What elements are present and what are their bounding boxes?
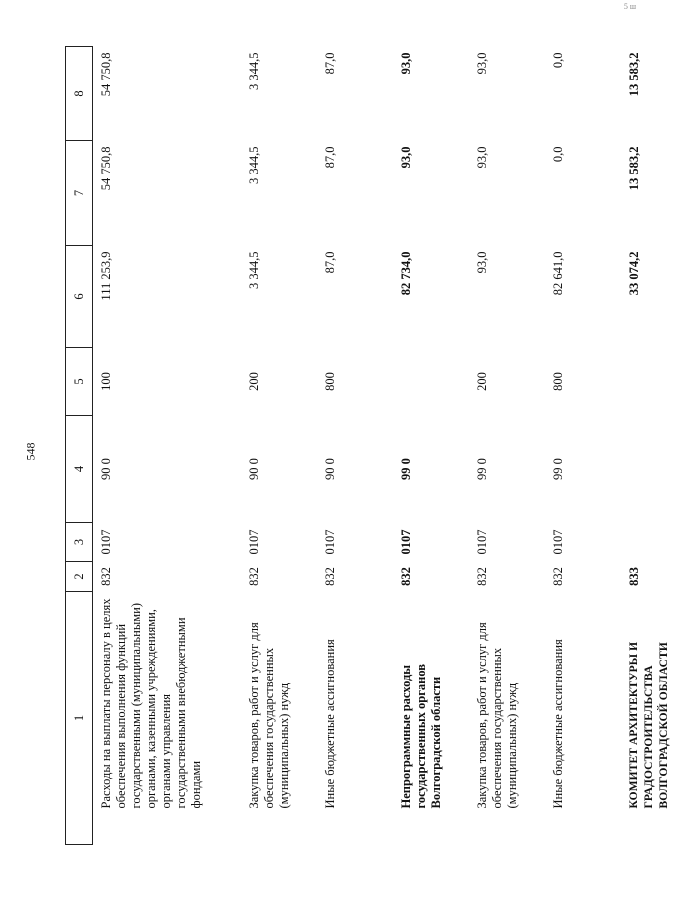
row-amount-col6: 33 074,2 [627,251,641,296]
row-section-code: 0107 [399,529,413,555]
row-amount-col8: 13 583,2 [627,52,641,97]
table-row-bold [393,47,469,845]
row-amount-col7: 0,0 [551,146,565,163]
header-col-7: 7 [66,141,93,246]
row-name: Иные бюджетные ассигнования [551,639,565,809]
row-expense-type: 200 [475,372,489,391]
row-ministry-code: 833 [627,567,641,586]
row-section-code: 0107 [247,529,261,555]
row-amount-col6: 82 734,0 [399,251,413,296]
row-amount-col6: 93,0 [475,251,489,274]
page-number: 548 [23,442,38,461]
row-amount-col8: 87,0 [323,52,337,75]
row-name: Закупка товаров, работ и услуг для обеспечения государственных (муниципальных) нужд [247,622,291,809]
row-amount-col8: 54 750,8 [99,52,113,97]
row-amount-col7: 93,0 [399,146,413,169]
row-amount-col8: 93,0 [399,52,413,75]
table-row [469,47,545,845]
row-expense-type: 800 [323,372,337,391]
row-expense-type: 200 [247,372,261,391]
row-amount-col7: 54 750,8 [99,146,113,191]
row-target-code: 99 0 [399,458,413,480]
header-col-1: 1 [66,592,93,845]
row-ministry-code: 832 [399,567,413,586]
row-ministry-code: 832 [323,567,337,586]
table-row [317,47,393,845]
row-amount-col6: 111 253,9 [99,251,113,301]
table-row [93,47,242,845]
header-row [66,47,93,845]
header-col-5: 5 [66,348,93,416]
header-col-6: 6 [66,246,93,348]
row-amount-col8: 93,0 [475,52,489,75]
row-amount-col7: 3 344,5 [247,146,261,184]
row-amount-col7: 87,0 [323,146,337,169]
row-expense-type: 800 [551,372,565,391]
row-amount-col7: 13 583,2 [627,146,641,191]
row-expense-type [621,348,697,416]
row-amount-col6: 87,0 [323,251,337,274]
header-col-2: 2 [66,562,93,592]
row-target-code: 90 0 [247,458,261,480]
row-target-code [621,416,697,523]
row-target-code: 99 0 [551,458,565,480]
row-amount-col6: 82 641,0 [551,251,565,296]
table-row [545,47,621,845]
rotated-table-frame [65,52,670,845]
row-section-code: 0107 [475,529,489,555]
row-name: Иные бюджетные ассигнования [323,639,337,809]
row-ministry-code: 832 [475,567,489,586]
row-section-code: 0107 [99,529,113,555]
row-name: Расходы на выплаты персоналу в целях обеспечения выполнения функций государственными (муниципальными) органами, казенными учреждениями, органами управления государственными внебюджетными фондами [99,598,203,809]
row-expense-type [393,348,469,416]
row-target-code: 90 0 [323,458,337,480]
row-section-code [621,523,697,562]
row-name: Непрограммные расходы государственных органов Волгоградской области [399,663,443,809]
header-col-3: 3 [66,523,93,562]
row-ministry-code: 832 [247,567,261,586]
row-amount-col6: 3 344,5 [247,251,261,289]
row-ministry-code: 832 [551,567,565,586]
budget-table [65,46,697,845]
row-name: КОМИТЕТ АРХИТЕКТУРЫ И ГРАДОСТРОИТЕЛЬСТВА ВОЛГОГРАДСКОЙ ОБЛАСТИ [628,641,670,809]
row-target-code: 99 0 [475,458,489,480]
row-ministry-code: 832 [99,567,113,586]
row-section-code: 0107 [551,529,565,555]
corner-mark: 5 ш [623,2,636,11]
row-target-code: 90 0 [99,458,113,480]
table-row-committee [621,47,697,845]
row-amount-col8: 3 344,5 [247,52,261,90]
budget-table-container [65,52,670,845]
table-row [241,47,317,845]
header-col-8: 8 [66,47,93,141]
header-col-4: 4 [66,416,93,523]
row-name: Закупка товаров, работ и услуг для обеспечения государственных (муниципальных) нужд [475,622,519,809]
row-amount-col8: 0,0 [551,52,565,69]
row-expense-type: 100 [99,372,113,391]
row-section-code: 0107 [323,529,337,555]
row-amount-col7: 93,0 [475,146,489,169]
